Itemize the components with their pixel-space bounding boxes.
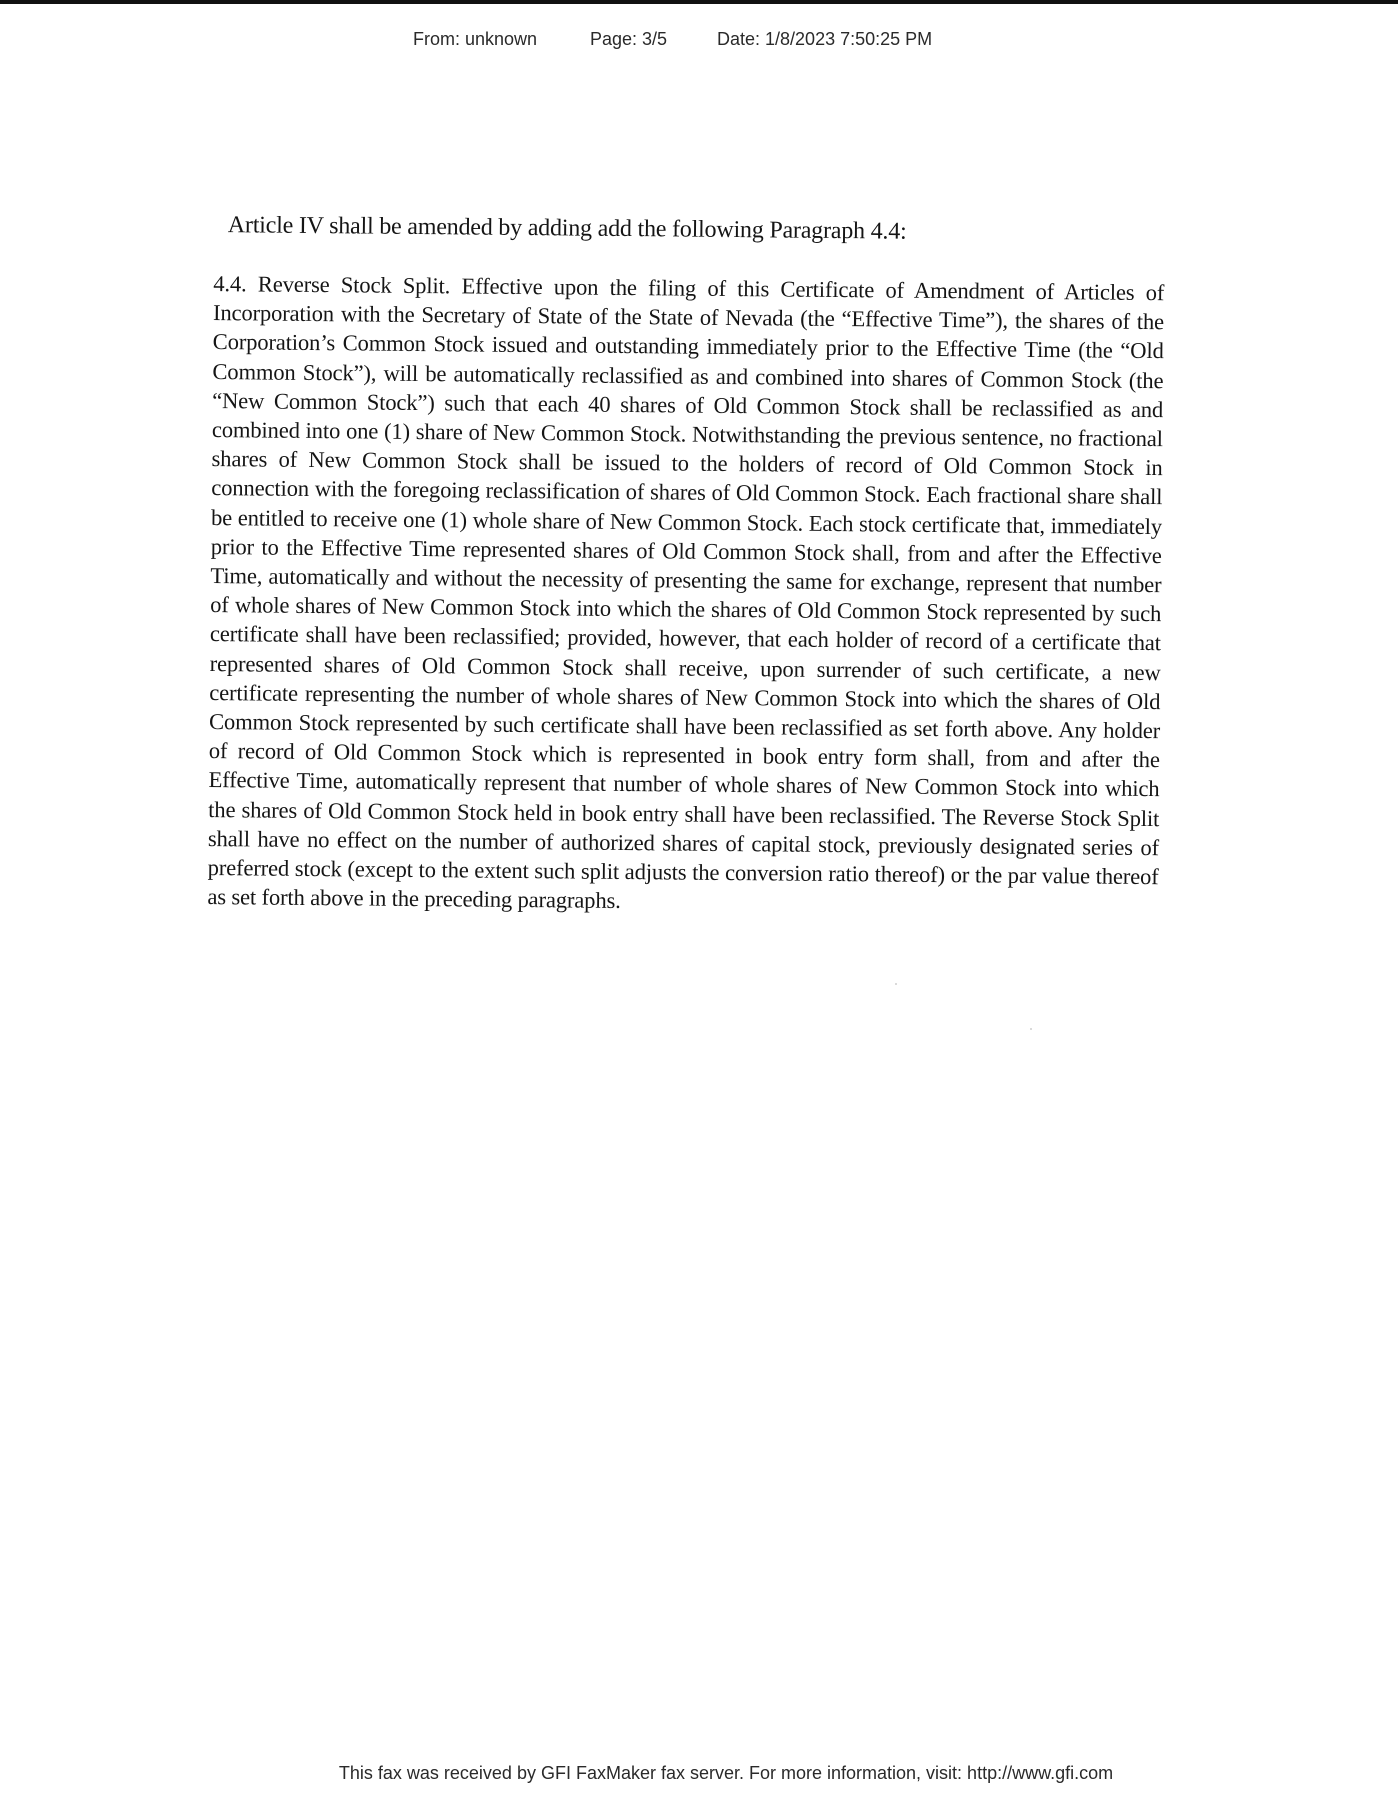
fax-from: From: unknown [413,29,538,49]
paragraph-4-4-reverse-stock-split: 4.4. Reverse Stock Split. Effective upon the filing of this Certificate of Amendment of Articles of Incorporation with the Secretary of State of the State of Nevada (the “Effective Time”), the shares of the Corporation’s Common Stock issued and outstanding immediately prior to the Effective Time (the “Old Common Stock”), will be automatically reclassified as and combined into shares of Common Stock (the “New Common Stock”) such that each 40 shares of Old Common Stock shall be reclassified as and combined into one (1) share of New Common Stock. Notwithstanding the previous sentence, no fractional shares of New Common Stock shall be issued to the holders of record of Old Common Stock in connection with the foregoing reclassification of shares of Old Common Stock. Each fractional share shall be entitled to receive one (1) whole share of New Common Stock. Each stock certificate that, immediately prior to the Effective Time represented shares of Old Common Stock shall, from and after the Effective Time, automatically and without the necessity of presenting the same for exchange, represent that number of whole shares of New Common Stock into which the shares of Old Common Stock represented by such certificate shall have been reclassified; provided, however, that each holder of record of a certificate that represented shares of Old Common Stock shall receive, upon surrender of such certificate, a new certificate representing the number of whole shares of New Common Stock into which the shares of Old Common Stock represented by such certificate shall have been reclassified as set forth above. Any holder of record of Old Common Stock which is represented in book entry form shall, from and after the Effective Time, automatically represent that number of whole shares of New Common Stock into which the shares of Old Common Stock held in book entry shall have been reclassified. The Reverse Stock Split shall have no effect on the number of authorized shares of capital stock, previously designated series of preferred stock (except to the extent such split adjusts the conversion ratio thereof) or the par value thereof as set forth above in the preceding paragraphs. [207,271,1165,914]
fax-header [0,29,1398,53]
fax-page-number: Page: 3/5 [590,29,668,49]
fax-date: Date: 1/8/2023 7:50:25 PM [717,29,933,49]
top-edge-rule [0,0,1398,4]
fax-footer [0,1763,1398,1784]
document-body [203,210,1165,921]
fax-footer-text: This fax was received by GFI FaxMaker fax server. For more information, visit: http://www.gfi.com [338,1763,1114,1783]
scan-speck [895,983,897,985]
scan-speck [1030,1028,1032,1030]
amendment-intro: Article IV shall be amended by adding add the following Paragraph 4.4: [227,212,907,245]
